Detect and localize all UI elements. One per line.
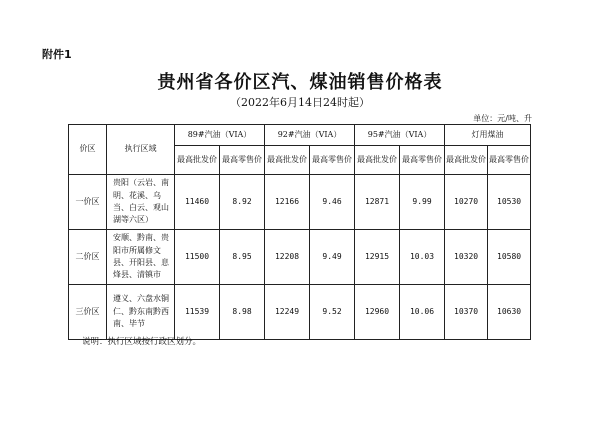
subheader-retail: 最高零售价 (220, 146, 265, 175)
subheader-wholesale: 最高批发价 (355, 146, 400, 175)
price-cell: 11460 (175, 175, 220, 230)
attachment-label: 附件1 (42, 48, 72, 61)
price-cell: 8.98 (220, 285, 265, 340)
price-table (68, 124, 531, 340)
price-cell: 9.52 (310, 285, 355, 340)
unit-label: 单位：元/吨、升 (473, 114, 532, 123)
price-cell: 10530 (488, 175, 531, 230)
price-cell: 8.92 (220, 175, 265, 230)
header-row-groups (69, 125, 531, 146)
subheader-retail: 最高零售价 (488, 146, 531, 175)
price-cell: 11539 (175, 285, 220, 340)
area-cell: 安顺、黔南、贵阳市所属修文县、开阳县、息烽县、清镇市 (107, 230, 175, 285)
subheader-wholesale: 最高批发价 (175, 146, 220, 175)
price-cell: 12960 (355, 285, 400, 340)
area-cell: 贵阳（云岩、南明、花溪、乌当、白云、观山湖等六区） (107, 175, 175, 230)
price-cell: 10580 (488, 230, 531, 285)
price-cell: 12871 (355, 175, 400, 230)
area-cell: 遵义、六盘水铜仁、黔东南黔西南、毕节 (107, 285, 175, 340)
price-cell: 10320 (445, 230, 488, 285)
document-title: 贵州省各价区汽、煤油销售价格表 (157, 72, 443, 93)
region-cell: 一价区 (69, 175, 107, 230)
table-row (69, 175, 531, 230)
price-cell: 12208 (265, 230, 310, 285)
price-cell: 8.95 (220, 230, 265, 285)
price-cell: 10370 (445, 285, 488, 340)
header-89-gasoline: 89#汽油（VIA） (175, 125, 265, 146)
header-region: 价区 (69, 125, 107, 175)
price-cell: 11500 (175, 230, 220, 285)
price-cell: 10630 (488, 285, 531, 340)
region-cell: 二价区 (69, 230, 107, 285)
header-92-gasoline: 92#汽油（VIA） (265, 125, 355, 146)
price-cell: 9.46 (310, 175, 355, 230)
price-cell: 10.06 (400, 285, 445, 340)
header-area: 执行区域 (107, 125, 175, 175)
price-cell: 12166 (265, 175, 310, 230)
table-row (69, 230, 531, 285)
price-cell: 9.49 (310, 230, 355, 285)
subheader-wholesale: 最高批发价 (265, 146, 310, 175)
price-cell: 10270 (445, 175, 488, 230)
price-cell: 12915 (355, 230, 400, 285)
subheader-retail: 最高零售价 (400, 146, 445, 175)
document-subtitle: （2022年6月14日24时起） (230, 96, 370, 109)
table-row (69, 285, 531, 340)
header-lamp-kerosene: 灯用煤油 (445, 125, 531, 146)
subheader-wholesale: 最高批发价 (445, 146, 488, 175)
region-cell: 三价区 (69, 285, 107, 340)
price-cell: 12249 (265, 285, 310, 340)
header-95-gasoline: 95#汽油（VIA） (355, 125, 445, 146)
footnote: 说明：执行区域按行政区划分。 (82, 337, 202, 347)
price-cell: 9.99 (400, 175, 445, 230)
subheader-retail: 最高零售价 (310, 146, 355, 175)
price-cell: 10.03 (400, 230, 445, 285)
